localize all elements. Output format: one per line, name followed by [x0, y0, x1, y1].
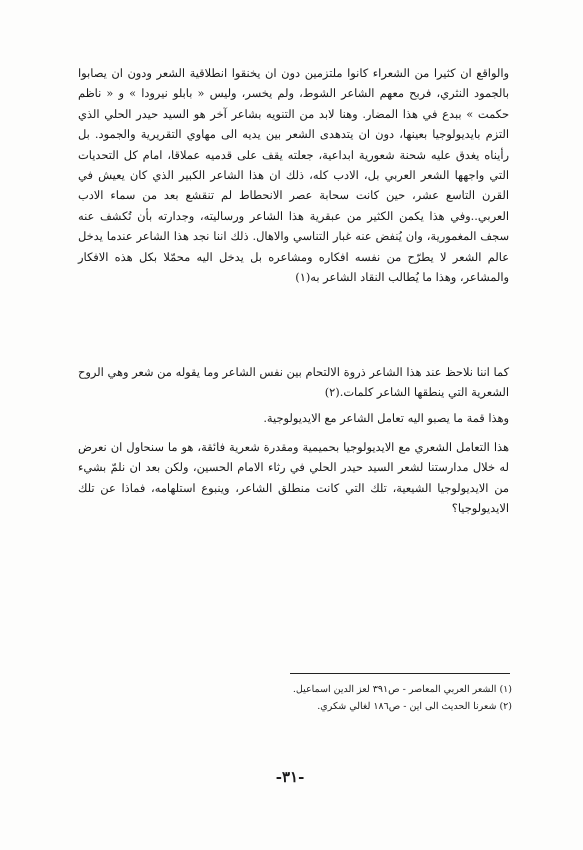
footnote-divider [290, 673, 510, 674]
page-number: -٣١- [275, 768, 305, 786]
paragraph-text: كما اننا نلاحظ عند هذا الشاعر ذروة الالتحام بين نفس الشاعر وما يقوله من شعر وهي الروح الشعرية التي ينطقها الشاعر كلمات.(٢) [78, 365, 509, 400]
footnote-1: (١) الشعر العربي المعاصر - ص٣٩١ لعز الدين اسماعيل. [292, 684, 512, 695]
paragraph-text: هذا التعامل الشعري مع الايديولوجيا بحميمية ومقدرة شعرية فائقة، هو ما سنحاول ان نعرض له خلال مدارستنا لشعر السيد حيدر الحلي في رثاء الامام الحسين، ولكن بعد ان نلمّ بشيء من الايديولوجيا الشيعية، تلك التي كانت منطلق الشاعر، وينبوع استلهامه، فماذا عن تلك الايديولوجيا؟ [78, 440, 509, 516]
footnotes [200, 681, 512, 715]
paragraph-text: وهذا قمة ما يصبو اليه تعامل الشاعر مع الايديولوجية. [263, 411, 509, 425]
footnote-2: (٢) شعرنا الحديث الى اين - ص١٨٦ لغالي شكري. [317, 701, 512, 712]
paragraph-3 [78, 408, 509, 428]
paragraph-text: والواقع ان كثيرا من الشعراء كانوا ملتزمين دون ان يخنقوا انطلاقية الشعر ودون ان يصابوا بالجمود النثري، فربح معهم الشاعر الشوط، ولم يخسر، وليس « بابلو نيرودا » و « ناظم حكمت » ببدع في هذا المضار. وهنا لابد من التنويه بشاعر آخر هو السيد حيدر الحلي الذي التزم بايديولوجيا بعينها، دون ان يتدهدى الشعر بين يديه الى مهاوي التقريرية والجمود. بل رأيناه يغدق عليه شحنة شعورية ابداعية، جعلته يقف على قدميه عملاقا، امام كل التحديات التي واجهها الشعر العربي بل، الادب كله، ذلك ان هذا الشاعر الكبير الذي كان يعيش في القرن التاسع عشر، حين كانت سحابة عصر الانحطاط لم تنقشع بعد من سماء الادب العربي..وفي هذا يكمن الكثير من عبقرية هذا الشاعر ورساليته، وجدارته بأن تُكشف عنه سجف المغمورية، وان يُنفض عنه غبار التناسي والاهال. ذلك اننا نجد هذا الشاعر عندما يدخل عالم الشعر لا يطرّح من نفسه افكاره ومشاعره بل يدخل اليه محمّلا بكل هذه الافكار والمشاعر، وهذا ما يُطالب النقاد الشاعر به(١) [78, 66, 509, 285]
paragraph-2 [78, 362, 509, 403]
paragraph-1 [78, 63, 509, 287]
paragraph-4 [78, 437, 509, 519]
